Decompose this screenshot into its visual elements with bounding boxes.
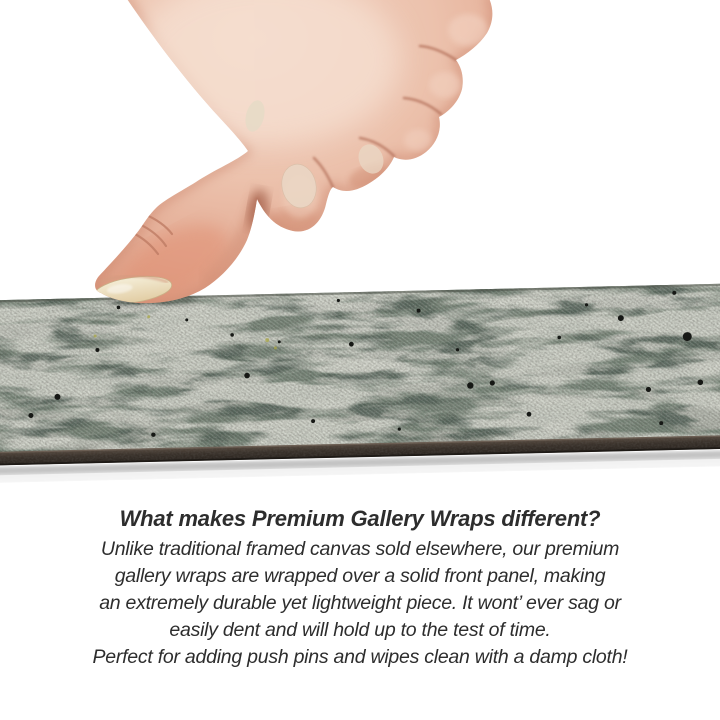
body-line-5: Perfect for adding push pins and wipes clean with a damp cloth! (92, 646, 628, 668)
body-line-2: gallery wraps are wrapped over a solid front panel, making (114, 565, 606, 587)
section-heading: What makes Premium Gallery Wraps different? (119, 506, 601, 531)
body-line-3: an extremely durable yet lightweight piece. It wont’ ever sag or (99, 592, 621, 614)
canvas-strip-image (0, 283, 720, 481)
description-block (0, 504, 720, 671)
body-line-1: Unlike traditional framed canvas sold elsewhere, our premium (100, 538, 620, 560)
hand-image (93, 0, 493, 317)
body-line-4: easily dent and will hold up to the test of time. (169, 619, 551, 641)
